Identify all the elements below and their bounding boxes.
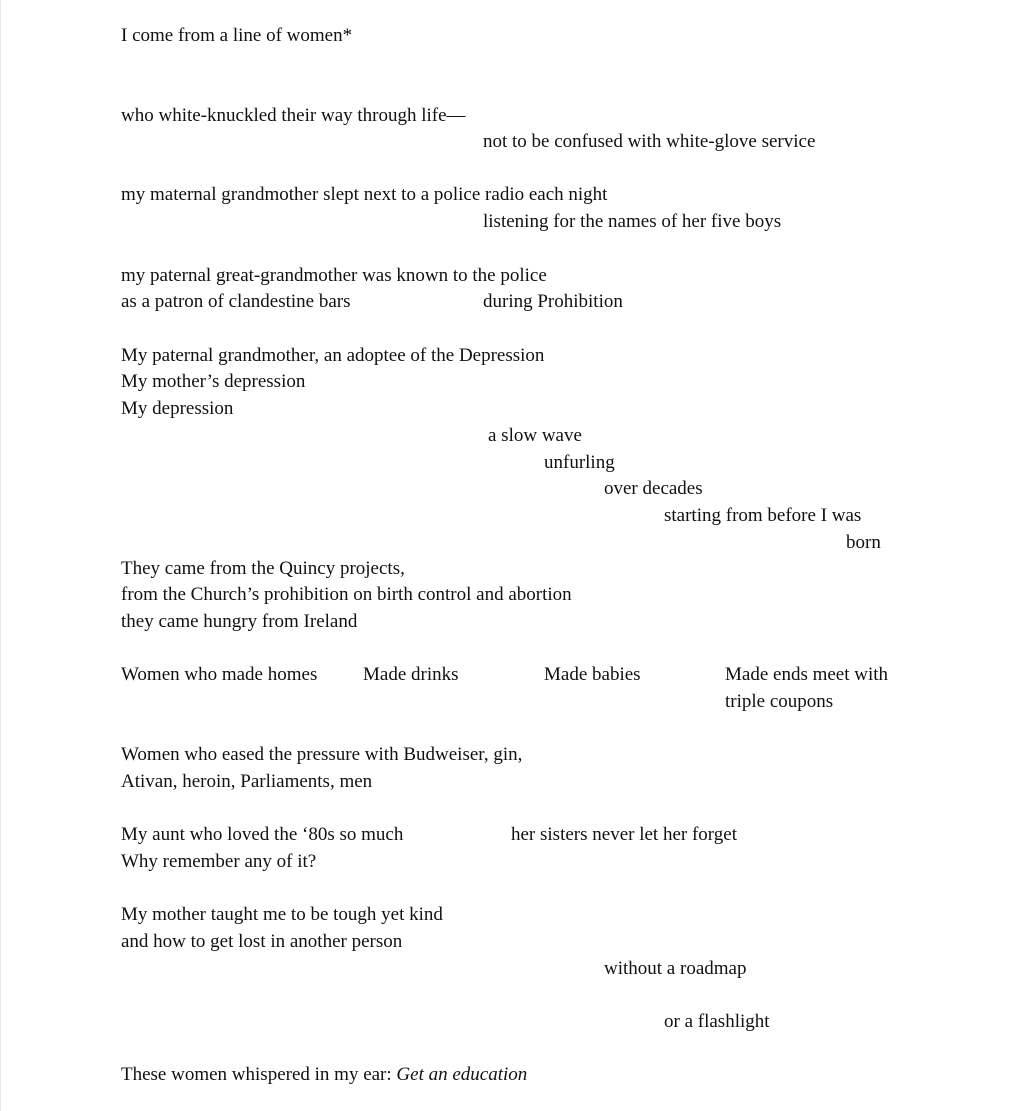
poem-line-indented: during Prohibition [483,291,623,312]
poem-line: My depression [121,398,234,419]
poem-line: Why remember any of it? [121,851,317,872]
poem-line: My mother taught me to be tough yet kind [121,904,443,925]
poem-line-final [121,1064,527,1086]
poem-line: they came hungry from Ireland [121,611,358,632]
poem-line: from the Church’s prohibition on birth control and abortion [121,584,572,605]
poem-line: who white-knuckled their way through life— [121,105,466,126]
poem-line: as a patron of clandestine bars [121,291,351,312]
poem-line-indented: or a flashlight [664,1011,770,1032]
poem-line-italic: Get an education [396,1064,528,1085]
poem-line-indented: listening for the names of her five boys [483,211,782,232]
poem-line-cascade: starting from before I was [664,505,862,526]
poem-line: They came from the Quincy projects, [121,558,405,579]
poem-line: my maternal grandmother slept next to a police radio each night [121,184,608,205]
poem-line: My mother’s depression [121,371,306,392]
poem-line: Women who made homes [121,664,318,685]
poem-line-cascade: born [846,532,881,553]
poem-line: Made babies [544,664,641,685]
poem-line: and how to get lost in another person [121,931,403,952]
poem-line-cascade: a slow wave [488,425,582,446]
poem-line: Made ends meet with [725,664,889,685]
poem-line: my paternal great-grandmother was known to the police [121,265,547,286]
poem-line: My aunt who loved the ‘80s so much [121,824,404,845]
poem-line-cascade: over decades [604,478,703,499]
poem-line-cascade: unfurling [544,452,615,473]
poem-line: triple coupons [725,691,834,712]
poem-line-text: These women whispered in my ear: [121,1064,397,1085]
poem-line: I come from a line of women* [121,25,353,46]
poem-line: Ativan, heroin, Parliaments, men [121,771,373,792]
poem-line-indented: her sisters never let her forget [511,824,737,845]
poem-line: Women who eased the pressure with Budweiser, gin, [121,744,523,765]
poem-line: Made drinks [363,664,459,685]
poem-line-indented: without a roadmap [604,958,747,979]
poem-line: My paternal grandmother, an adoptee of the Depression [121,345,545,366]
poem-line-indented: not to be confused with white-glove service [483,131,816,152]
